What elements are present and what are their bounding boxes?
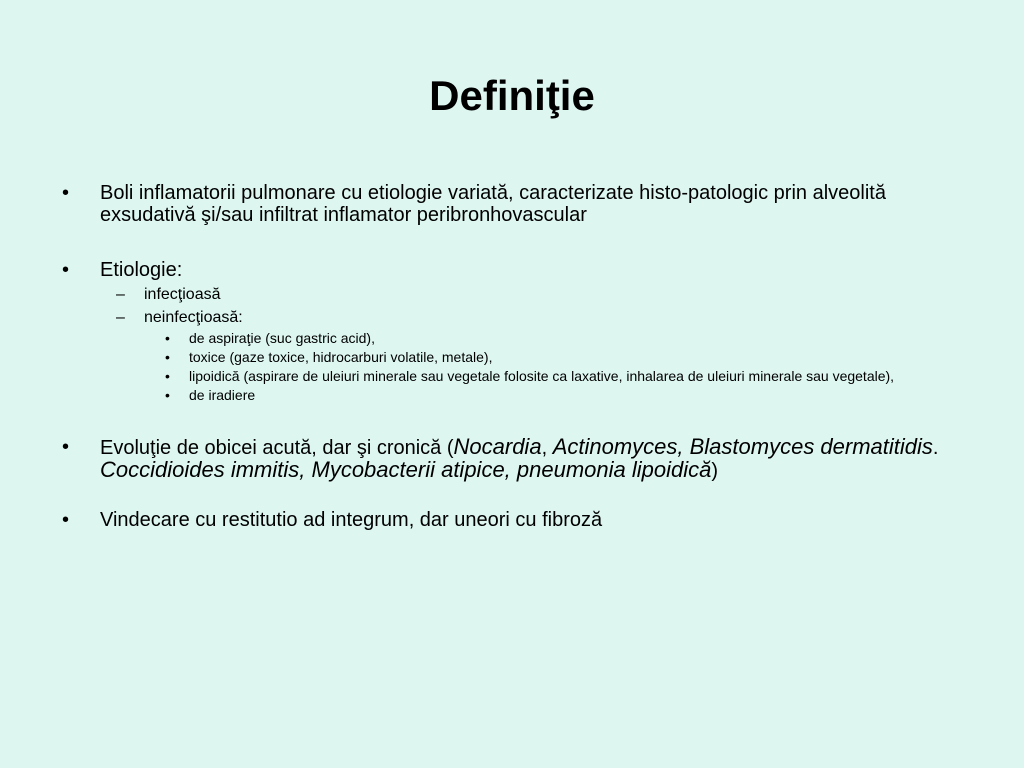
slide-content [62, 182, 962, 531]
bullet-marker: • [62, 259, 70, 281]
bullet-text: Etiologie: [100, 259, 183, 281]
sub-sub-bullet-radiation [62, 388, 962, 403]
sub-bullet-text: neinfecţioasă: [144, 309, 243, 326]
sub-sub-bullet-lipoid [62, 369, 962, 384]
sub-sub-bullet-text: de iradiere [189, 387, 256, 403]
sub-bullet-noninfectious [62, 308, 962, 327]
bullet-marker: • [165, 349, 170, 365]
bullet-definition [62, 182, 962, 226]
sub-sub-bullet-text: de aspiraţie (suc gastric acid), [189, 330, 375, 346]
slide-title: Definiţie [429, 72, 595, 119]
bullet-marker: • [62, 182, 70, 204]
bullet-etiology [62, 259, 962, 281]
evolution-organism-1: Nocardia [453, 434, 542, 459]
evolution-organism-2: Actinomyces, Blastomyces dermatitidis [552, 434, 933, 459]
bullet-marker: • [165, 330, 170, 346]
sub-bullet-infectious [62, 285, 962, 304]
sub-sub-bullet-text: toxice (gaze toxice, hidrocarburi volatile, metale), [189, 349, 493, 365]
dash-marker: – [116, 286, 125, 303]
bullet-text: Boli inflamatorii pulmonare cu etiologie variată, caracterizate histo-patologic prin alveolită exsudativă şi/sau infiltrat inflamator peribronhovascular [100, 182, 886, 226]
bullet-healing [62, 509, 962, 531]
evolution-suffix: ) [711, 460, 719, 482]
bullet-evolution [62, 436, 962, 482]
dash-marker: – [116, 309, 125, 326]
sub-sub-bullet-text: lipoidică (aspirare de uleiuri minerale sau vegetale folosite ca laxative, inhalarea de uleiuri minerale sau vegetale), [189, 368, 895, 384]
bullet-marker: • [165, 387, 170, 403]
bullet-marker: • [62, 436, 70, 458]
sub-sub-bullet-toxic [62, 350, 962, 365]
evolution-prefix: Evoluţie de obicei acută, dar şi cronică ( [100, 437, 454, 459]
bullet-marker: • [62, 509, 70, 531]
bullet-text: Vindecare cu restitutio ad integrum, dar uneori cu fibroză [100, 509, 603, 531]
sub-bullet-text: infecţioasă [144, 286, 221, 303]
bullet-marker: • [165, 368, 170, 384]
evolution-organism-3: Coccidioides immitis, Mycobacterii atipice, pneumonia lipoidică [100, 457, 712, 482]
evolution-separator: , [541, 437, 553, 459]
sub-sub-bullet-aspiration [62, 331, 962, 346]
evolution-separator-2: . [932, 437, 939, 459]
